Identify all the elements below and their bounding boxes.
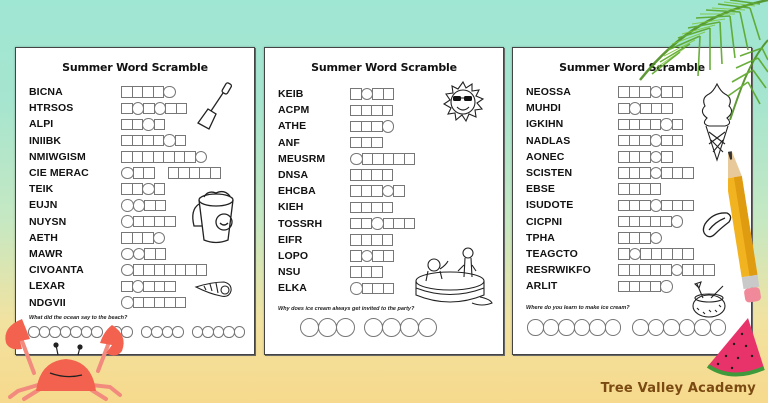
answer-letter-circle[interactable] <box>336 318 355 337</box>
square-letter-slot[interactable] <box>382 234 394 246</box>
scrambled-word: IGKIHN <box>526 118 564 131</box>
pencil-decoration <box>728 148 764 308</box>
scrambled-word: NSU <box>278 266 301 279</box>
letter-slots <box>121 199 165 212</box>
scrambled-word: ELKA <box>278 282 307 295</box>
scrambled-word: ALPI <box>29 118 54 131</box>
word-row <box>29 294 220 310</box>
answer-letter-circle[interactable] <box>318 318 337 337</box>
answer-letter-circle[interactable] <box>558 319 575 336</box>
coconut-drink-icon <box>689 280 729 320</box>
scrambled-word: CIE MERAC <box>29 167 89 180</box>
circle-letter-slot[interactable] <box>121 248 134 261</box>
letter-slots <box>121 151 206 164</box>
word-row <box>526 262 714 278</box>
letter-slots <box>121 102 186 115</box>
word-row <box>278 118 414 134</box>
word-row <box>278 151 414 167</box>
letter-slots <box>618 118 682 131</box>
word-list <box>278 86 414 296</box>
brand-label: Tree Valley Academy <box>600 381 756 396</box>
circle-letter-slot[interactable] <box>153 232 166 245</box>
answer-letter-circle[interactable] <box>418 318 437 337</box>
riddle-question: Why does ice cream always get invited to the party? <box>278 306 415 312</box>
letter-slots <box>350 266 382 278</box>
worksheet-title: Summer Word Scramble <box>559 61 705 74</box>
answer-letter-circle[interactable] <box>223 326 235 338</box>
word-row <box>278 248 414 264</box>
letter-slots <box>121 167 220 180</box>
letter-slots <box>121 280 175 293</box>
scrambled-word: NUYSN <box>29 215 67 228</box>
square-letter-slot[interactable] <box>371 185 383 197</box>
word-row <box>526 278 714 294</box>
letter-slots <box>350 153 414 166</box>
scrambled-word: TPHA <box>526 231 555 244</box>
letter-slots <box>121 248 165 261</box>
answer-letter-circle[interactable] <box>663 319 680 336</box>
word-row <box>29 100 220 116</box>
square-letter-slot[interactable] <box>350 88 362 100</box>
square-letter-slot[interactable] <box>672 119 684 131</box>
scrambled-word: SCISTEN <box>526 167 573 180</box>
circle-letter-slot[interactable] <box>163 86 176 99</box>
square-letter-slot[interactable] <box>682 200 694 212</box>
scrambled-word: MEUSRM <box>278 152 326 165</box>
answer-letter-circle[interactable] <box>527 319 544 336</box>
scrambled-word: TEAGCTO <box>526 247 578 260</box>
letter-slots <box>618 167 693 180</box>
letter-slots <box>121 134 185 147</box>
square-letter-slot[interactable] <box>404 218 416 230</box>
square-letter-slot[interactable] <box>371 121 383 133</box>
square-letter-slot[interactable] <box>371 266 383 278</box>
scrambled-word: EUJN <box>29 199 58 212</box>
word-row <box>29 133 220 149</box>
answer-letter-circle[interactable] <box>202 326 214 338</box>
square-letter-slot[interactable] <box>121 281 133 293</box>
letter-slots <box>121 86 175 99</box>
square-letter-slot[interactable] <box>682 167 694 179</box>
word-row <box>278 216 414 232</box>
palm-leaves-decoration <box>600 0 768 120</box>
square-letter-slot[interactable] <box>154 119 166 131</box>
circle-letter-slot[interactable] <box>382 120 395 133</box>
square-letter-slot[interactable] <box>350 250 362 262</box>
word-row <box>29 116 220 132</box>
circle-letter-slot[interactable] <box>671 215 684 228</box>
answer-letter-circle[interactable] <box>151 326 163 338</box>
word-row <box>278 86 414 102</box>
answer-letter-circle[interactable] <box>364 318 383 337</box>
scrambled-word: NADLAS <box>526 134 571 147</box>
square-letter-slot[interactable] <box>639 151 651 163</box>
word-row <box>526 181 714 197</box>
letter-slots <box>618 151 672 164</box>
letter-slots <box>618 264 714 277</box>
word-row <box>526 246 714 262</box>
square-letter-slot[interactable] <box>682 248 694 260</box>
square-letter-slot[interactable] <box>382 202 394 214</box>
answer-letter-circle[interactable] <box>574 319 591 336</box>
square-letter-slot[interactable] <box>371 137 383 149</box>
letter-slots <box>121 296 185 309</box>
square-letter-slot[interactable] <box>184 151 196 163</box>
answer-letter-circle[interactable] <box>172 326 184 338</box>
scrambled-word: LEXAR <box>29 280 66 293</box>
kiddie-pool-icon <box>410 243 495 311</box>
word-row <box>29 84 220 100</box>
scrambled-word: EHCBA <box>278 185 316 198</box>
square-letter-slot[interactable] <box>176 103 188 115</box>
scrambled-word: TOSSRH <box>278 217 323 230</box>
square-letter-slot[interactable] <box>383 250 395 262</box>
riddle-answer-circles <box>527 319 725 336</box>
square-letter-slot[interactable] <box>383 283 395 295</box>
scrambled-word: MAWR <box>29 247 63 260</box>
square-letter-slot[interactable] <box>404 153 416 165</box>
scrambled-word: AONEC <box>526 150 565 163</box>
circle-letter-slot[interactable] <box>660 280 673 293</box>
letter-slots <box>618 248 693 261</box>
square-letter-slot[interactable] <box>660 216 672 228</box>
letter-slots <box>121 118 164 131</box>
scrambled-word: INIIBK <box>29 134 62 147</box>
square-letter-slot[interactable] <box>703 264 715 276</box>
square-letter-slot[interactable] <box>142 232 154 244</box>
answer-letter-circle[interactable] <box>648 319 665 336</box>
answer-letter-circle[interactable] <box>382 318 401 337</box>
letter-slots <box>350 120 393 133</box>
word-row <box>29 278 220 294</box>
letter-slots <box>350 202 392 214</box>
square-letter-slot[interactable] <box>155 248 167 260</box>
scrambled-word: EBSE <box>526 183 555 196</box>
scrambled-word: TEIK <box>29 183 54 196</box>
square-letter-slot[interactable] <box>661 151 673 163</box>
word-row <box>29 246 220 262</box>
sand-bucket-icon <box>188 188 238 246</box>
square-letter-slot[interactable] <box>650 183 662 195</box>
answer-letter-circle[interactable] <box>400 318 419 337</box>
letter-slots <box>350 250 393 263</box>
circle-letter-slot[interactable] <box>195 151 208 164</box>
letter-slots <box>618 199 693 212</box>
scrambled-word: NDGVII <box>29 296 66 309</box>
square-letter-slot[interactable] <box>639 232 651 244</box>
square-letter-slot[interactable] <box>382 169 394 181</box>
scrambled-word: MUHDI <box>526 102 561 115</box>
scrambled-word: RESRWIKFO <box>526 264 591 277</box>
square-letter-slot[interactable] <box>382 105 394 117</box>
square-letter-slot[interactable] <box>196 264 208 276</box>
square-letter-slot[interactable] <box>210 167 222 179</box>
answer-letter-circle[interactable] <box>234 326 246 338</box>
word-row <box>278 102 414 118</box>
word-row <box>526 165 714 181</box>
watermelon-slice-decoration <box>704 316 766 380</box>
answer-letter-circle[interactable] <box>300 318 319 337</box>
square-letter-slot[interactable] <box>383 88 395 100</box>
circle-letter-slot[interactable] <box>650 232 663 245</box>
word-row <box>29 165 220 181</box>
scrambled-word: NEOSSA <box>526 86 571 99</box>
riddle-answer-circles <box>300 318 436 337</box>
square-letter-slot[interactable] <box>143 167 155 179</box>
scrambled-word: ACPM <box>278 104 310 117</box>
letter-slots <box>350 105 392 117</box>
square-letter-slot[interactable] <box>155 200 167 212</box>
letter-slots <box>121 264 206 277</box>
word-row <box>278 135 414 151</box>
square-letter-slot[interactable] <box>121 103 133 115</box>
worksheet-title: Summer Word Scramble <box>62 61 208 74</box>
worksheet-page-2 <box>264 47 504 355</box>
word-row <box>526 133 714 149</box>
answer-letter-circle[interactable] <box>632 319 649 336</box>
word-row <box>278 183 414 199</box>
letter-slots <box>618 134 682 147</box>
letter-slots <box>121 232 164 245</box>
letter-slots <box>121 215 175 228</box>
scrambled-word: EIFR <box>278 233 303 246</box>
letter-slots <box>350 137 382 149</box>
square-letter-slot[interactable] <box>164 216 176 228</box>
word-row <box>278 232 414 248</box>
square-letter-slot[interactable] <box>154 183 166 195</box>
scrambled-word: AETH <box>29 231 58 244</box>
letter-slots <box>350 217 414 230</box>
scrambled-word: KEIB <box>278 88 304 101</box>
letter-slots <box>350 185 404 198</box>
square-letter-slot[interactable] <box>175 135 187 147</box>
letter-slots <box>618 183 660 195</box>
answer-letter-circle[interactable] <box>605 319 622 336</box>
square-letter-slot[interactable] <box>660 264 672 276</box>
scrambled-word: ATHE <box>278 120 307 133</box>
scrambled-word: NMIWGISM <box>29 150 86 163</box>
square-letter-slot[interactable] <box>143 103 155 115</box>
square-letter-slot[interactable] <box>639 200 651 212</box>
word-row <box>278 167 414 183</box>
letter-slots <box>350 234 392 246</box>
letter-slots <box>350 88 393 101</box>
square-letter-slot[interactable] <box>639 167 651 179</box>
worksheet-page-1 <box>15 47 255 355</box>
square-letter-slot[interactable] <box>672 135 684 147</box>
scrambled-word: LOPO <box>278 249 309 262</box>
worksheet-title: Summer Word Scramble <box>311 61 457 74</box>
word-row <box>526 214 714 230</box>
scrambled-word: ARLIT <box>526 280 558 293</box>
letter-slots <box>350 282 393 295</box>
letter-slots <box>618 280 672 293</box>
scrambled-word: ANF <box>278 136 300 149</box>
letter-slots <box>618 232 661 245</box>
circle-letter-slot[interactable] <box>121 199 134 212</box>
letter-slots <box>121 183 164 196</box>
letter-slots <box>350 169 392 181</box>
word-row <box>526 149 714 165</box>
scrambled-word: HTRSOS <box>29 102 74 115</box>
scrambled-word: DNSA <box>278 169 309 182</box>
riddle-question: What did the ocean say to the beach? <box>29 315 128 321</box>
word-row <box>29 149 220 165</box>
answer-letter-circle[interactable] <box>679 319 696 336</box>
word-row <box>278 280 414 296</box>
riddle-question: Where do you learn to make ice cream? <box>526 305 630 311</box>
scrambled-word: KIEH <box>278 201 304 214</box>
crab-decoration <box>0 315 130 403</box>
word-row <box>29 262 220 278</box>
sun-with-sunglasses-icon <box>441 80 485 124</box>
word-row <box>526 230 714 246</box>
seashell-icon <box>194 278 234 300</box>
letter-slots <box>618 215 682 228</box>
square-letter-slot[interactable] <box>618 248 630 260</box>
scrambled-word: CICPNI <box>526 215 563 228</box>
scrambled-word: BICNA <box>29 86 63 99</box>
word-row <box>526 197 714 213</box>
scrambled-word: CIVOANTA <box>29 264 84 277</box>
word-row <box>278 199 414 215</box>
square-letter-slot[interactable] <box>164 281 176 293</box>
scrambled-word: ISUDOTE <box>526 199 574 212</box>
word-row <box>278 264 414 280</box>
square-letter-slot[interactable] <box>393 185 405 197</box>
answer-letter-circle[interactable] <box>543 319 560 336</box>
shovel-icon <box>194 81 238 133</box>
square-letter-slot[interactable] <box>639 135 651 147</box>
square-letter-slot[interactable] <box>175 297 187 309</box>
answer-letter-circle[interactable] <box>589 319 606 336</box>
